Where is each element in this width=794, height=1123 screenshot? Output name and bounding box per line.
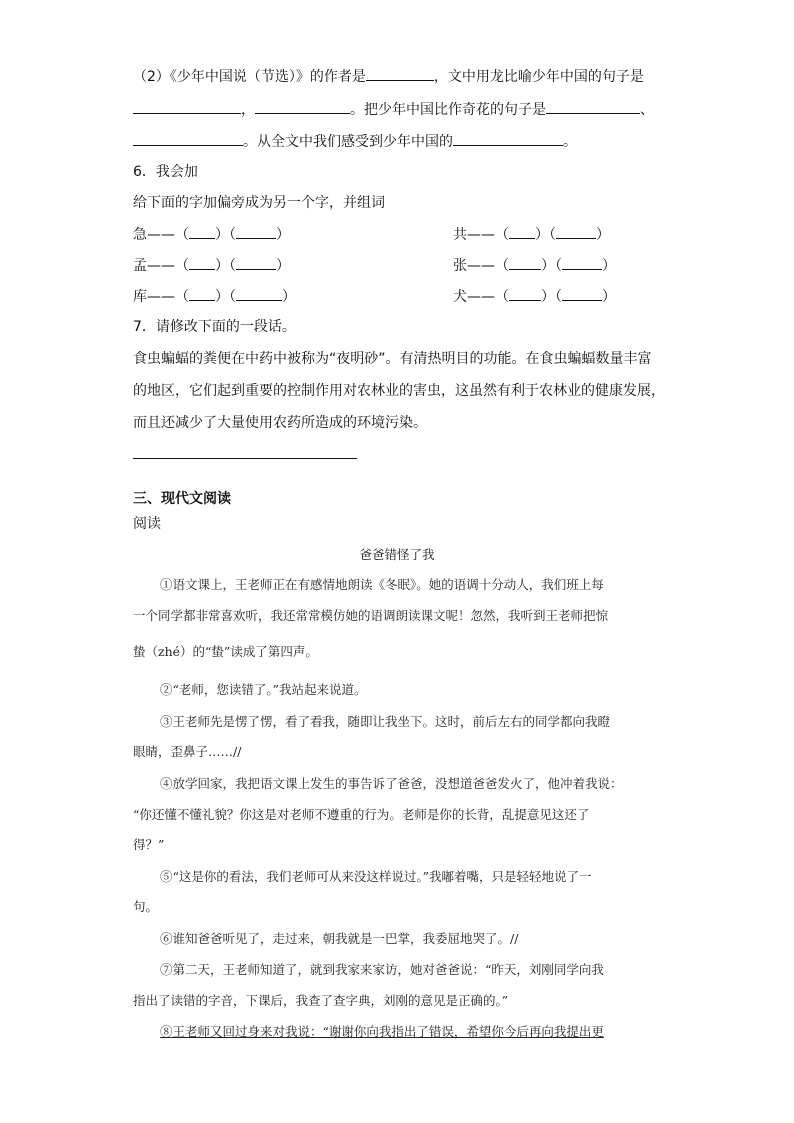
q6-col2 [453, 224, 610, 245]
q5-2-text3c: 。 [563, 134, 577, 150]
answer-blank[interactable] [236, 255, 276, 270]
story-line: ①语文课上，王老师正在有感情地朗读《冬眠》。她的语调十分动人，我们班上每 [160, 577, 604, 592]
q5-2-line1 [133, 66, 644, 87]
answer-blank[interactable] [562, 255, 602, 270]
q6-char: 库——（ [133, 289, 189, 305]
story-line: ⑤“这是你的看法，我们老师可从来没这样说过。”我嘟着嘴，只是轻轻地说了一 [160, 869, 592, 884]
answer-blank[interactable] [562, 286, 602, 301]
q6-char: 急——（ [133, 227, 189, 243]
story-title: 爸爸错怪了我 [359, 547, 435, 562]
q6-char: 张——（ [453, 258, 509, 274]
q7-line-1: 食虫蝙蝠的粪便在中药中被称为“夜明砂”。有清热明目的功能。在食虫蝙蝠数量丰富 [133, 351, 652, 367]
answer-blank[interactable] [546, 99, 640, 114]
q6-sep: ）（ [541, 258, 562, 274]
story-line: 蛰（zhé）的“蛰”读成了第四声。 [133, 644, 318, 659]
q5-2-text1: （2）《少年中国说（节选）》的作者是 [133, 69, 366, 85]
answer-line[interactable] [133, 458, 357, 459]
answer-blank[interactable] [189, 286, 215, 301]
story-line: 一个同学都非常喜欢听，我还常常模仿她的语调朗读课文呢！忽然，我听到王老师把惊 [133, 608, 609, 623]
q6-title: 6．我会加 [133, 164, 198, 180]
q6-sep: ）（ [535, 227, 556, 243]
q5-2-text2b: ， [241, 102, 255, 118]
story-line: 得？” [133, 837, 165, 852]
q6-sep: ） [602, 258, 616, 274]
answer-blank[interactable] [509, 255, 541, 270]
q5-2-text1b: ，文中用龙比喻少年中国的句子是 [433, 69, 644, 85]
q7-line-2: 的地区，它们起到重要的控制作用对农林业的害虫，这虽然有利于农林业的健康发展， [133, 383, 665, 399]
story-line: 指出了读错的字音，下课后，我查了查字典，刘刚的意见是正确的。” [133, 993, 509, 1008]
q7-line-3: 而且还减少了大量使用农药所造成的环境污染。 [133, 415, 427, 431]
q6-sep: ） [602, 289, 616, 305]
answer-blank[interactable] [509, 224, 535, 239]
story-line: ⑥谁知爸爸听见了，走过来，朝我就是一巴掌，我委屈地哭了。// [160, 931, 519, 946]
q5-2-text3b: 。从全文中我们感受到少年中国的 [243, 134, 453, 150]
story-line: ⑦第二天，王老师知道了，就到我家来家访，她对爸爸说：“昨天，刘刚同学向我 [160, 962, 604, 977]
q6-char: 犬——（ [453, 289, 509, 305]
q6-sep: ） [276, 258, 290, 274]
q6-char: 共——（ [453, 227, 509, 243]
q5-2-line3 [133, 131, 577, 152]
q5-2-line2 [133, 99, 654, 120]
answer-blank[interactable] [453, 131, 563, 146]
story-line: ④放学回家，我把语文课上发生的事告诉了爸爸，没想道爸爸发火了，他冲着我说： [160, 776, 623, 791]
q6-sep: ） [596, 227, 610, 243]
story-line: “你还懂不懂礼貌？你这是对老师不遵重的行为。老师是你的长背，乱提意见这还了 [133, 807, 590, 822]
answer-blank[interactable] [556, 224, 596, 239]
answer-blank[interactable] [236, 224, 276, 239]
q6-sep: ）（ [215, 258, 236, 274]
answer-blank[interactable] [236, 286, 282, 301]
q6-row-2 [133, 255, 616, 276]
q6-sep: ）（ [215, 289, 236, 305]
q6-col2 [453, 255, 616, 276]
q6-sep: ）（ [541, 289, 562, 305]
answer-blank[interactable] [133, 131, 243, 146]
answer-blank[interactable] [189, 224, 215, 239]
q6-row-1 [133, 224, 610, 245]
answer-blank[interactable] [509, 286, 541, 301]
q6-sep: ）（ [215, 227, 236, 243]
answer-blank[interactable] [133, 99, 241, 114]
q5-2-text2c: 。把少年中国比作奇花的句子是 [350, 102, 546, 118]
answer-blank[interactable] [255, 99, 350, 114]
q6-row-3 [133, 286, 616, 307]
story-line: 眼睛，歪鼻子……// [133, 744, 242, 759]
story-line: ②“老师，您读错了。”我站起来说道。 [160, 682, 367, 697]
answer-blank[interactable] [189, 255, 215, 270]
q6-char: 孟——（ [133, 258, 189, 274]
q6-instruction: 给下面的字加偏旁成为另一个字，并组词 [133, 195, 385, 211]
story-line-underlined: ⑧王老师又回过身来对我说：“谢谢你向我指出了错误，希望你今后再向我提出更 [160, 1024, 604, 1039]
q6-col2 [453, 286, 616, 307]
q5-2-text2d: 、 [640, 102, 654, 118]
section-heading: 三、现代文阅读 [133, 491, 231, 507]
section-subheading: 阅读 [133, 516, 161, 532]
story-line: 句。 [133, 899, 159, 914]
story-line: ③王老师先是愣了愣，看了看我，随即让我坐下。这时，前后左右的同学都向我瞪 [160, 714, 611, 729]
q6-sep: ） [276, 227, 290, 243]
answer-blank[interactable] [366, 66, 434, 81]
q7-title: 7．请修改下面的一段话。 [133, 319, 296, 335]
q6-sep: ） [282, 289, 296, 305]
